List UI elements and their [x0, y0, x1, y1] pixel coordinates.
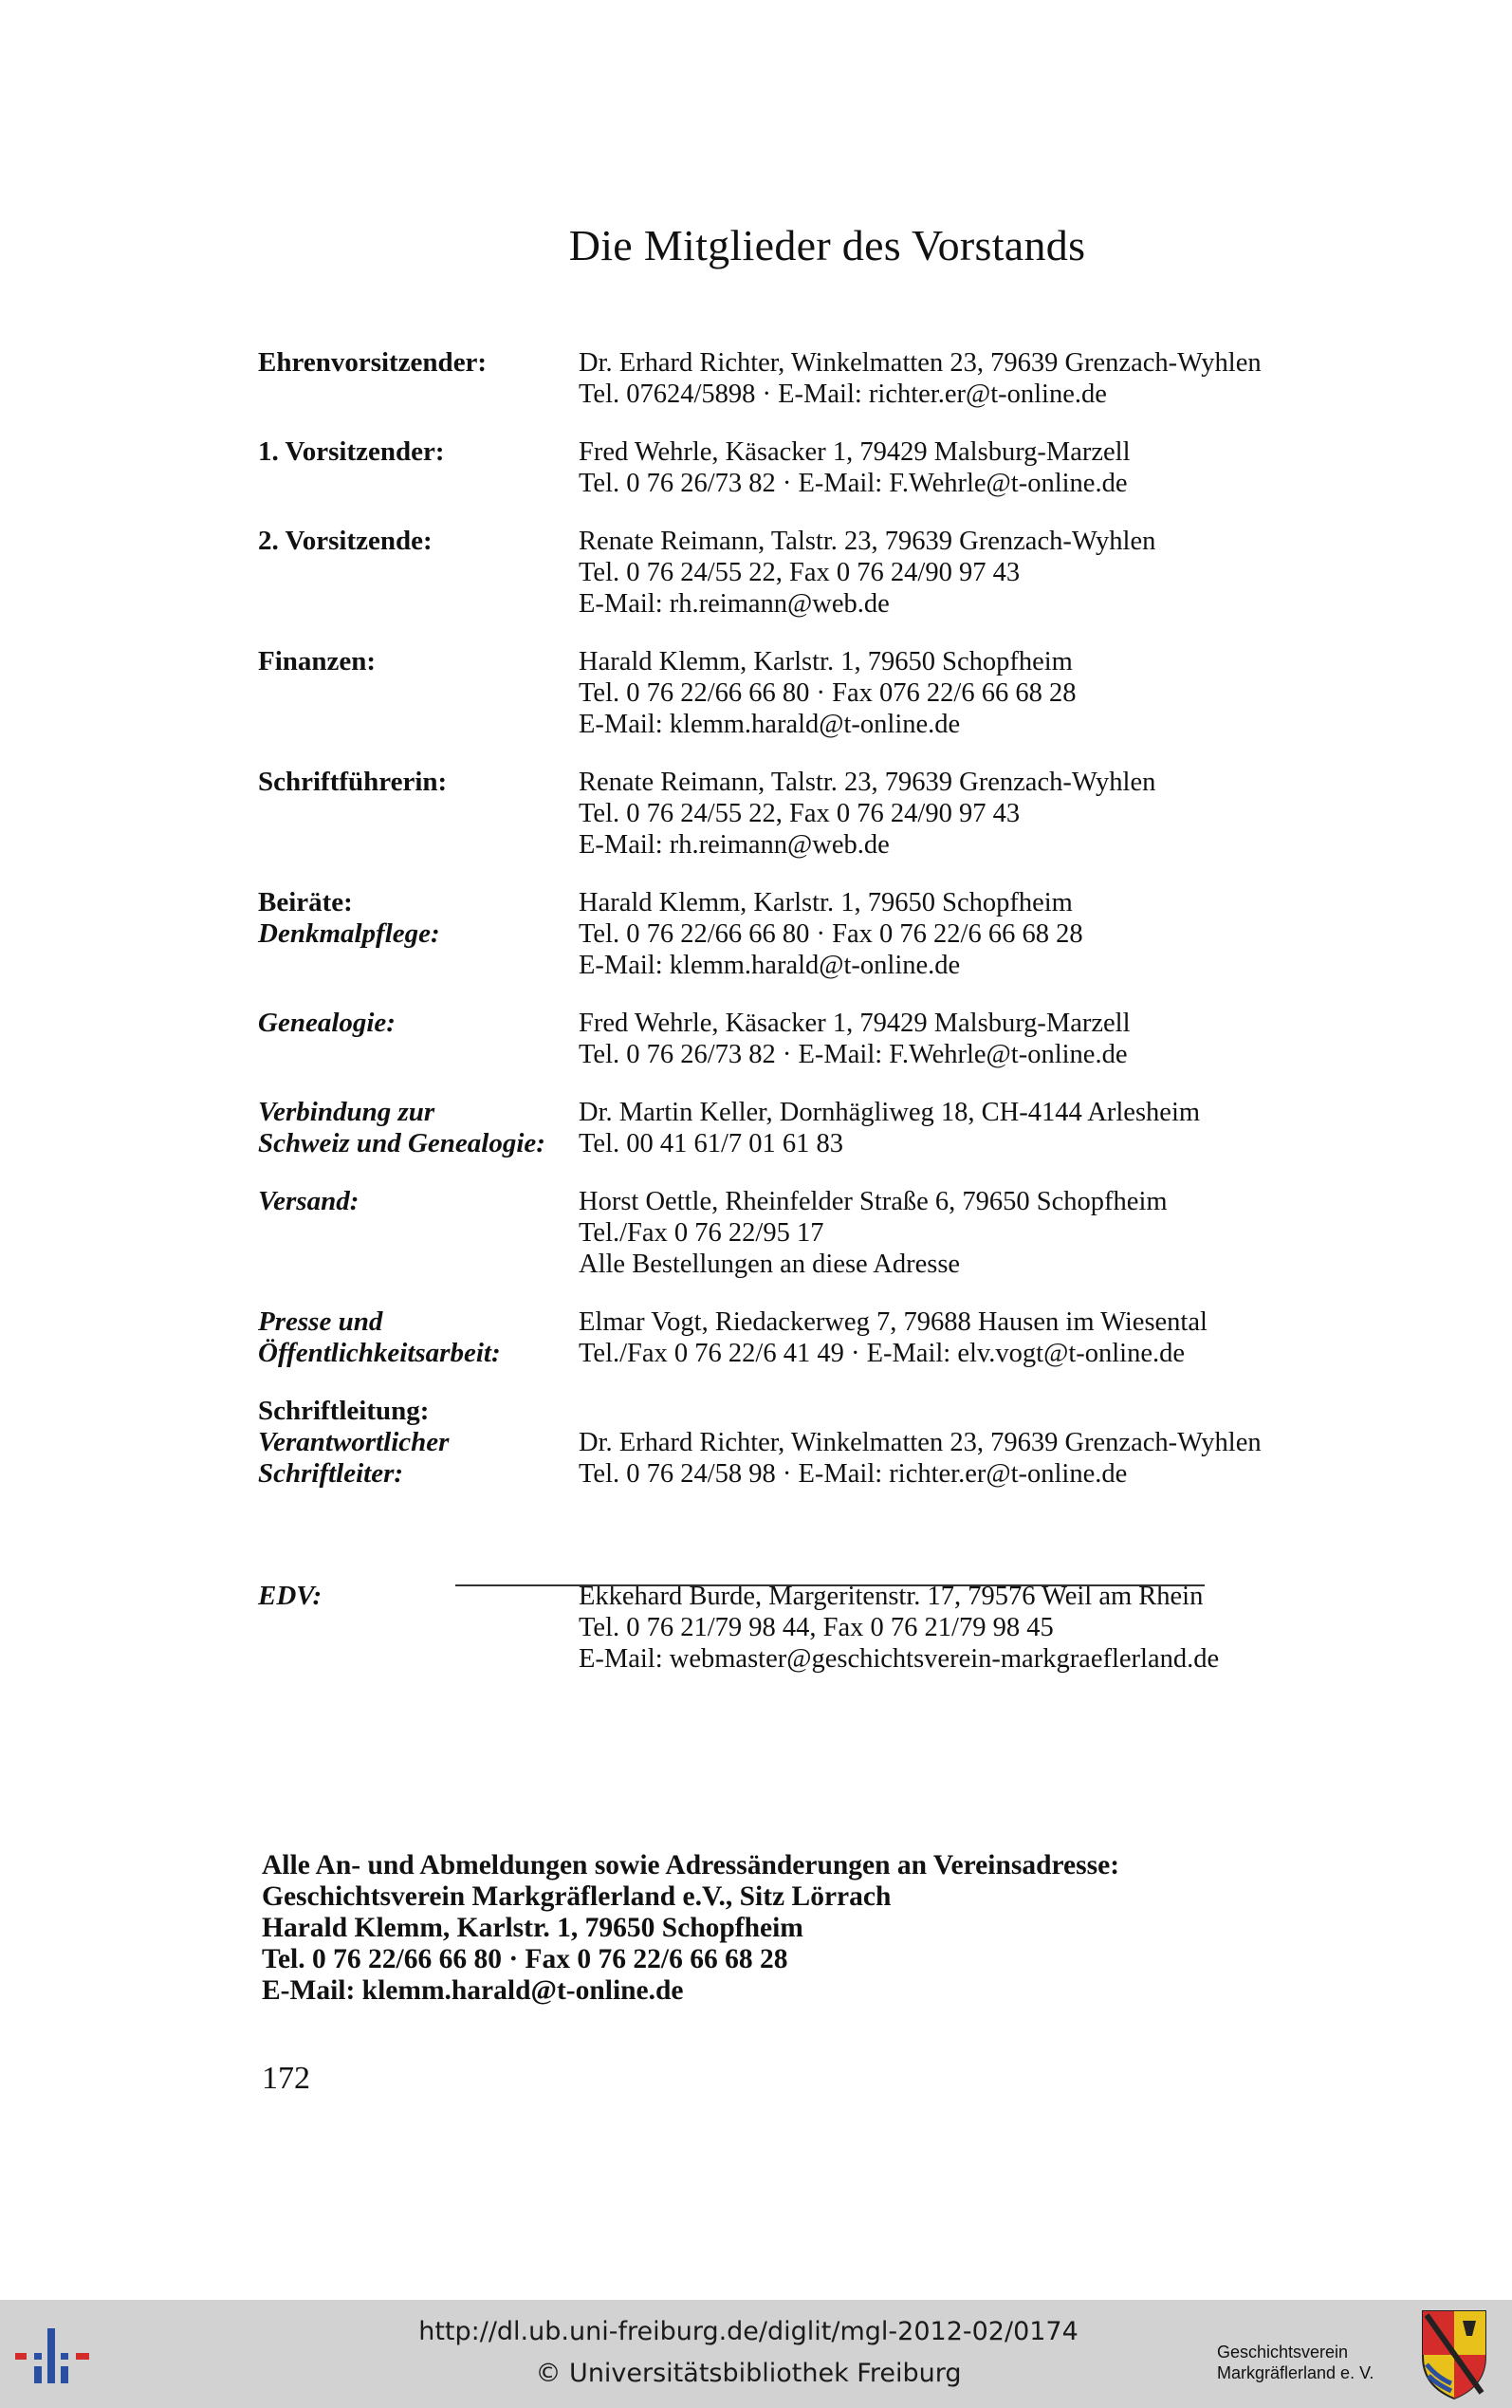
society-crest-icon [1419, 2307, 1489, 2400]
role-label-line: Finanzen: [258, 646, 377, 676]
role-label-line: Schriftleiter: [258, 1458, 404, 1489]
contact-line: Tel. 0 76 24/55 22, Fax 0 76 24/90 97 43 [579, 799, 1021, 828]
roster-entry [258, 887, 1396, 981]
notice-line: Harald Klemm, Karlstr. 1, 79650 Schopfheim [262, 1913, 803, 1943]
contact-details [579, 436, 1396, 499]
roster-entry [258, 1186, 1396, 1280]
contact-line: Harald Klemm, Karlstr. 1, 79650 Schopfheim [579, 888, 1073, 917]
notice-line: Geschichtsverein Markgräflerland e.V., Sitz Lörrach [262, 1881, 892, 1912]
contact-line: Tel./Fax 0 76 22/95 17 [579, 1218, 824, 1248]
contact-details [579, 646, 1396, 740]
role-label-line: Schweiz und Genealogie: [258, 1128, 545, 1158]
contact-line: Tel. 0 76 22/66 66 80 · Fax 076 22/6 66 68 28 [579, 678, 1077, 708]
page-number: 172 [262, 2061, 310, 2096]
notice-line: Alle An- und Abmeldungen sowie Adressänderungen an Vereinsadresse: [262, 1850, 1120, 1880]
contact-line: E-Mail: klemm.harald@t-online.de [579, 710, 961, 739]
notice-line: Tel. 0 76 22/66 66 80 · Fax 0 76 22/6 66 68 28 [262, 1944, 788, 1974]
contact-line: Alle Bestellungen an diese Adresse [579, 1250, 961, 1279]
roster-entry [258, 347, 1396, 410]
role-label [258, 767, 581, 798]
society-name [1217, 2342, 1374, 2383]
contact-details [579, 1581, 1396, 1675]
contact-details [579, 1186, 1396, 1280]
roster-entry [258, 767, 1396, 861]
contact-line: Tel. 00 41 61/7 01 61 83 [579, 1129, 844, 1158]
role-label-line: Presse und [258, 1306, 383, 1337]
society-line: Markgräflerland e. V. [1217, 2363, 1374, 2382]
role-label [258, 347, 581, 379]
contact-line: E-Mail: rh.reimann@web.de [579, 830, 890, 860]
role-label [258, 1306, 581, 1369]
contact-line: Fred Wehrle, Käsacker 1, 79429 Malsburg-Marzell [579, 1009, 1131, 1038]
footer-link[interactable]: http://dl.ub.uni-freiburg.de/diglit/mgl-2012-02/0174 [418, 2317, 1079, 2346]
contact-line: Tel. 0 76 26/73 82 · E-Mail: F.Wehrle@t-online.de [579, 1040, 1128, 1069]
contact-line: Tel. 0 76 22/66 66 80 · Fax 0 76 22/6 66 68 28 [579, 919, 1083, 949]
membership-notice [262, 1850, 1119, 2007]
role-label-line: Denkmalpflege: [258, 918, 440, 949]
contact-line: E-Mail: klemm.harald@t-online.de [579, 951, 961, 980]
role-label-line: Versand: [258, 1186, 360, 1216]
role-label-line: Verantwortlicher [258, 1427, 450, 1457]
contact-line: Renate Reimann, Talstr. 23, 79639 Grenzach-Wyhlen [579, 768, 1156, 797]
role-label [258, 1186, 581, 1217]
contact-line: Tel. 0 76 26/73 82 · E-Mail: F.Wehrle@t-online.de [579, 469, 1128, 498]
contact-line: Elmar Vogt, Riedackerweg 7, 79688 Hausen im Wiesental [579, 1307, 1208, 1337]
contact-line: Horst Oettle, Rheinfelder Straße 6, 79650 Schopfheim [579, 1187, 1168, 1216]
roster-entry [258, 1581, 1396, 1675]
role-label-line: 2. Vorsitzende: [258, 526, 433, 556]
contact-line: E-Mail: webmaster@geschichtsverein-markgraeflerland.de [579, 1644, 1220, 1674]
roster-entry [258, 1396, 1396, 1490]
contact-line: E-Mail: rh.reimann@web.de [579, 589, 890, 619]
board-roster [258, 347, 1396, 1701]
contact-details [579, 767, 1396, 861]
role-label [258, 1396, 581, 1490]
contact-line: Dr. Erhard Richter, Winkelmatten 23, 79639 Grenzach-Wyhlen [579, 348, 1262, 378]
contact-details [579, 1097, 1396, 1159]
contact-line [579, 1396, 1396, 1427]
contact-line: Fred Wehrle, Käsacker 1, 79429 Malsburg-Marzell [579, 437, 1131, 467]
contact-details [579, 1306, 1396, 1369]
role-label-line: EDV: [258, 1581, 323, 1611]
role-label-line: Schriftführerin: [258, 767, 448, 797]
contact-line: Renate Reimann, Talstr. 23, 79639 Grenzach-Wyhlen [579, 527, 1156, 556]
contact-details [579, 1396, 1396, 1490]
role-label-line: Öffentlichkeitsarbeit: [258, 1338, 501, 1368]
role-label [258, 887, 581, 950]
contact-line: Tel. 07624/5898 · E-Mail: richter.er@t-online.de [579, 380, 1107, 409]
role-label-line: Schriftleitung: [258, 1396, 430, 1426]
roster-entry [258, 1097, 1396, 1159]
contact-line: Tel./Fax 0 76 22/6 41 49 · E-Mail: elv.vogt@t-online.de [579, 1339, 1186, 1368]
role-label [258, 646, 581, 677]
contact-line: Tel. 0 76 21/79 98 44, Fax 0 76 21/79 98 45 [579, 1613, 1054, 1642]
page-title: Die Mitglieder des Vorstands [568, 221, 1086, 269]
role-label-line: Genealogie: [258, 1008, 396, 1038]
contact-details [579, 1008, 1396, 1070]
contact-line: Harald Klemm, Karlstr. 1, 79650 Schopfheim [579, 647, 1073, 676]
role-label [258, 526, 581, 557]
footer-bar [0, 2300, 1512, 2408]
role-label [258, 1097, 581, 1159]
contact-line: Dr. Martin Keller, Dornhägliweg 18, CH-4144 Arlesheim [579, 1098, 1201, 1127]
contact-line: Ekkehard Burde, Margeritenstr. 17, 79576 Weil am Rhein [579, 1582, 1204, 1611]
section-divider [455, 1584, 1205, 1586]
roster-entry [258, 646, 1396, 740]
contact-line: Tel. 0 76 24/55 22, Fax 0 76 24/90 97 43 [579, 558, 1021, 587]
contact-details [579, 347, 1396, 410]
roster-entry [258, 1306, 1396, 1369]
footer-copyright: © Universitätsbibliothek Freiburg [535, 2359, 962, 2388]
role-label-line: Ehrenvorsitzender: [258, 347, 488, 378]
role-label-line: Beiräte: [258, 887, 353, 917]
society-line: Geschichtsverein [1217, 2343, 1349, 2362]
role-label [258, 1008, 581, 1039]
contact-line: Dr. Erhard Richter, Winkelmatten 23, 79639 Grenzach-Wyhlen [579, 1428, 1262, 1457]
roster-entry [258, 1008, 1396, 1070]
role-label-line: Verbindung zur [258, 1097, 435, 1127]
contact-details [579, 526, 1396, 620]
roster-entry [258, 526, 1396, 620]
contact-line: Tel. 0 76 24/58 98 · E-Mail: richter.er@t-online.de [579, 1459, 1128, 1489]
contact-details [579, 887, 1396, 981]
notice-line: E-Mail: klemm.harald@t-online.de [262, 1975, 684, 2006]
role-label-line: 1. Vorsitzender: [258, 436, 445, 467]
roster-entry [258, 436, 1396, 499]
role-label [258, 436, 581, 468]
